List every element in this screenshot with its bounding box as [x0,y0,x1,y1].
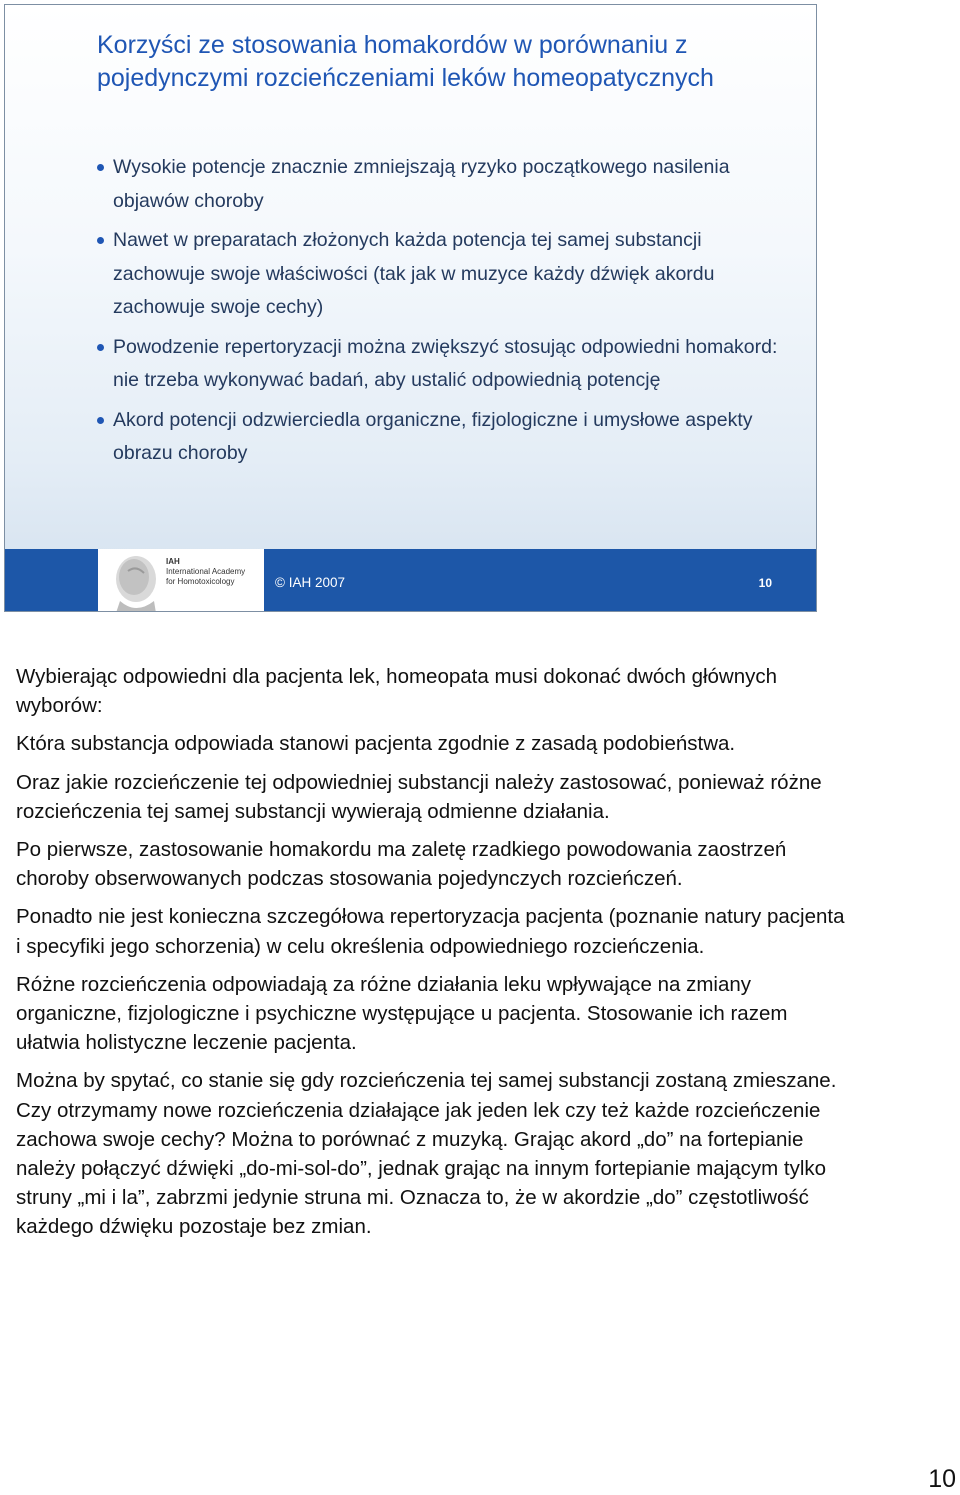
speaker-notes [16,662,846,1251]
page-number: 10 [928,1465,956,1493]
notes-paragraph: Można by spytać, co stanie się gdy rozcieńczenia tej samej substancji zostaną zmieszane. Czy otrzymamy nowe rozcieńczenia działające jak jeden lek czy też każde rozcieńczenie zachowa swoje cechy? Można to porównać z muzyką. Grając akord „do” na fortepianie należy połączyć dźwięki „do-mi-sol-do”, jednak grając na innym fortepianie mającym tylko struny „mi i la”, zabrzmi jedynie struna mi. Oznacza to, że w akordzie „do” częstotliwość każdego dźwięku pozostaje bez zmian. [16,1069,837,1239]
bullet-dot-icon [97,344,104,351]
logo-line-1: International Academy [166,567,246,576]
notes-paragraph: Wybierając odpowiedni dla pacjenta lek, homeopata musi dokonać dwóch głównych wyborów: [16,665,778,718]
slide-bullet [97,331,797,398]
slide-footer [5,549,816,612]
bullet-dot-icon [97,417,104,424]
notes-paragraph: Ponadto nie jest konieczna szczegółowa repertoryzacja pacjenta (poznanie natury pacjenta i specyfiki jego schorzenia) w celu określenia odpowiedniego rozcieńczenia. [16,905,845,958]
notes-paragraph: Po pierwsze, zastosowanie homakordu ma zaletę rzadkiego powodowania zaostrzeń choroby obserwowanych podczas stosowania pojedynczych rozcieńczeń. [16,838,787,891]
slide-bullet [97,224,797,325]
slide-title: Korzyści ze stosowania homakordów w porównaniu z pojedynczymi rozcieńczeniami leków homeopatycznych [97,31,714,92]
slide-bullet-text: Nawet w preparatach złożonych każda potencja tej samej substancji zachowuje swoje właściwości (tak jak w muzyce każdy dźwięk akordu zachowuje swoje cechy) [113,229,715,318]
bullet-dot-icon [97,237,104,244]
notes-paragraph: Różne rozcieńczenia odpowiadają za różne działania leku wpływające na zmiany organiczne, fizjologiczne i psychiczne występujące u pacjenta. Stosowanie ich razem ułatwia holistyczne leczenie pacjenta. [16,972,788,1055]
slide-bullet-list [97,151,797,477]
slide-bullet-text: Wysokie potencje znacznie zmniejszają ryzyko początkowego nasilenia objawów choroby [113,156,730,212]
slide-bullet [97,404,797,471]
logo-abbr: IAH [166,557,180,566]
slide-bullet-text: Akord potencji odzwierciedla organiczne, fizjologiczne i umysłowe aspekty obrazu choroby [113,408,753,464]
slide-number: 10 [758,576,772,590]
slide [4,4,817,612]
logo-text [166,557,245,587]
notes-paragraph: Która substancja odpowiada stanowi pacjenta zgodnie z zasadą podobieństwa. [16,732,736,756]
iah-logo [98,549,264,612]
notes-paragraph: Oraz jakie rozcieńczenie tej odpowiedniej substancji należy zastosować, ponieważ różne rozcieńczenia tej samej substancji wywierają odmienne działania. [16,770,822,823]
slide-bullet-text: Powodzenie repertoryzacji można zwiększyć stosując odpowiedni homakord: nie trzeba wykonywać badań, aby ustalić odpowiednią potencję [113,335,778,391]
slide-bullet [97,151,797,218]
logo-line-2: for Homotoxicology [166,577,235,586]
copyright-text: © IAH 2007 [275,575,345,590]
bullet-dot-icon [97,164,104,171]
portrait-head-icon [106,551,164,612]
